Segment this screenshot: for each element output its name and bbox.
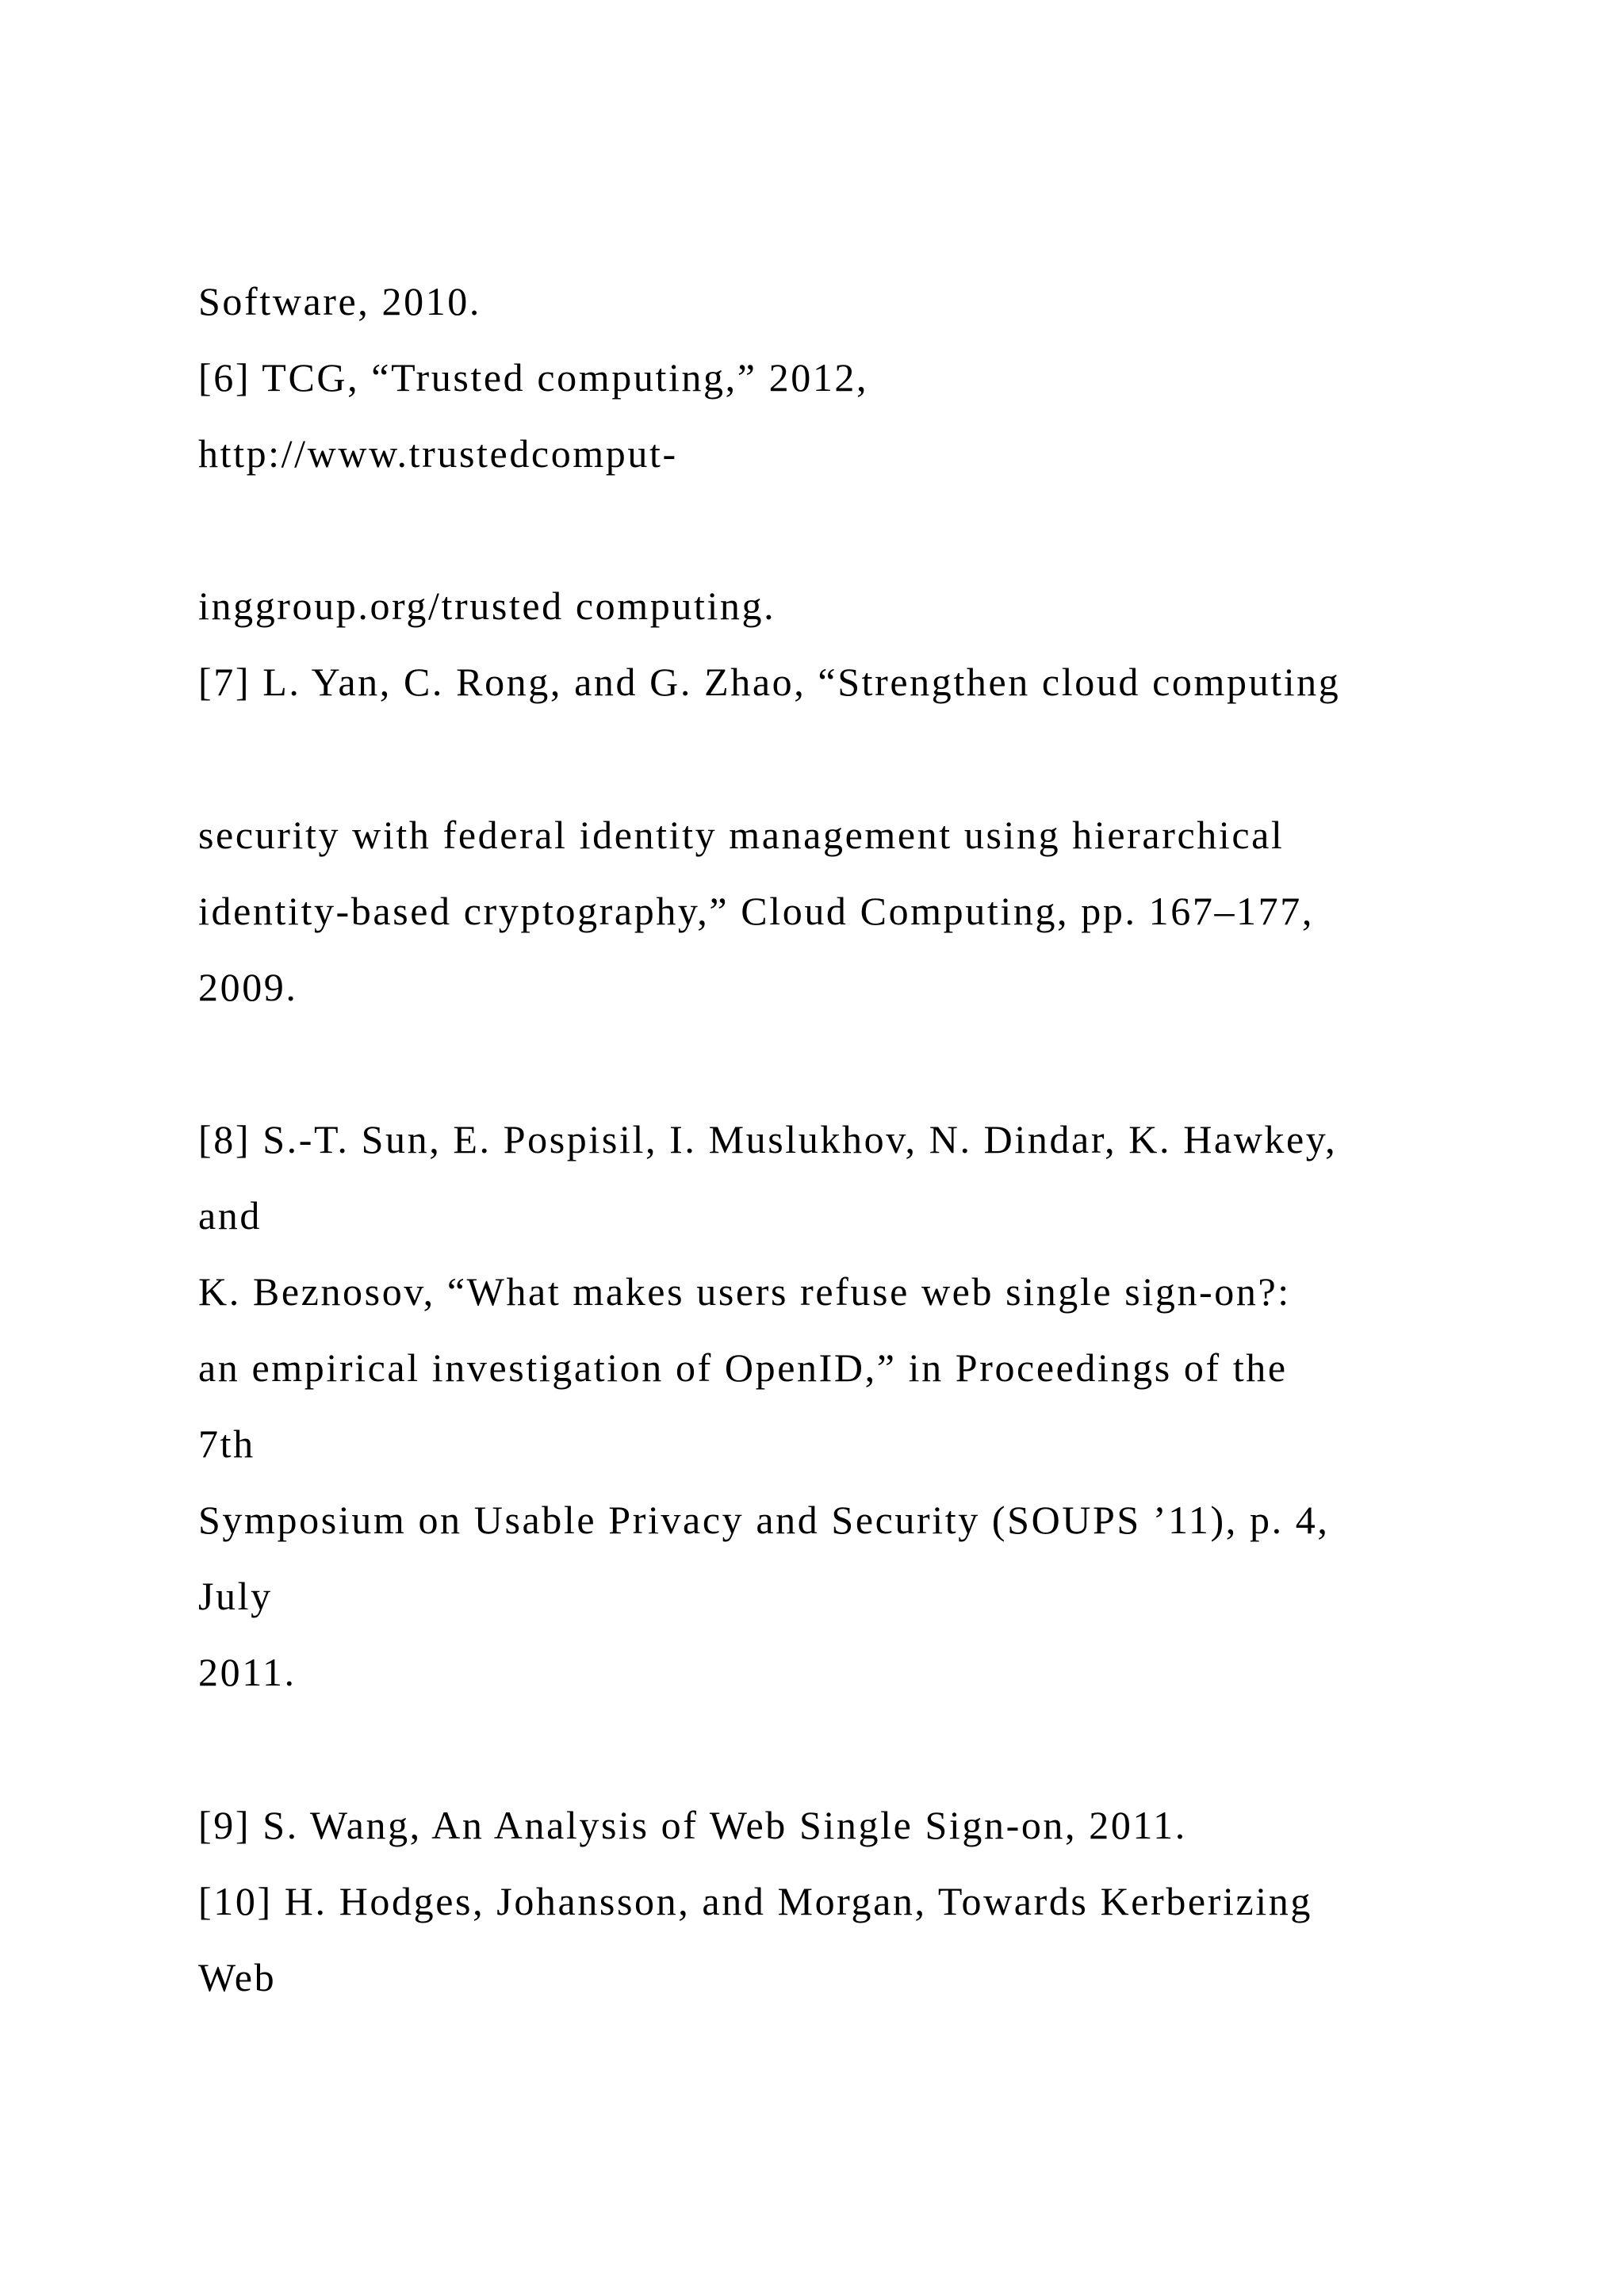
text-line: Software, 2010.: [198, 279, 481, 323]
text-line: K. Beznosov, “What makes users refuse web single sign-on?:: [198, 1269, 1291, 1314]
text-line: inggroup.org/trusted computing.: [198, 584, 776, 628]
text-line: identity-based cryptography,” Cloud Computing, pp. 167–177,: [198, 889, 1314, 933]
text-line: an empirical investigation of OpenID,” in Proceedings of the: [198, 1345, 1288, 1390]
text-line: Web: [198, 1955, 277, 1999]
text-line: 2011.: [198, 1650, 297, 1694]
reference-10-line: [10] H. Hodges, Johansson, and Morgan, Towards Kerberizing: [198, 1879, 1312, 1923]
text-line: July: [198, 1574, 273, 1618]
reference-9-line: [9] S. Wang, An Analysis of Web Single Sign-on, 2011.: [198, 1803, 1187, 1847]
reference-8-line: [8] S.-T. Sun, E. Pospisil, I. Muslukhov, N. Dindar, K. Hawkey,: [198, 1117, 1338, 1161]
text-line: 7th: [198, 1422, 255, 1466]
text-line: Symposium on Usable Privacy and Security (SOUPS ’11), p. 4,: [198, 1498, 1330, 1542]
text-line: http://www.trustedcomput-: [198, 431, 678, 476]
reference-6-line: [6] TCG, “Trusted computing,” 2012,: [198, 355, 869, 400]
text-line: and: [198, 1193, 262, 1238]
reference-7-line: [7] L. Yan, C. Rong, and G. Zhao, “Strengthen cloud computing: [198, 660, 1341, 704]
text-line: security with federal identity management using hierarchical: [198, 813, 1285, 857]
text-line: 2009.: [198, 965, 298, 1009]
